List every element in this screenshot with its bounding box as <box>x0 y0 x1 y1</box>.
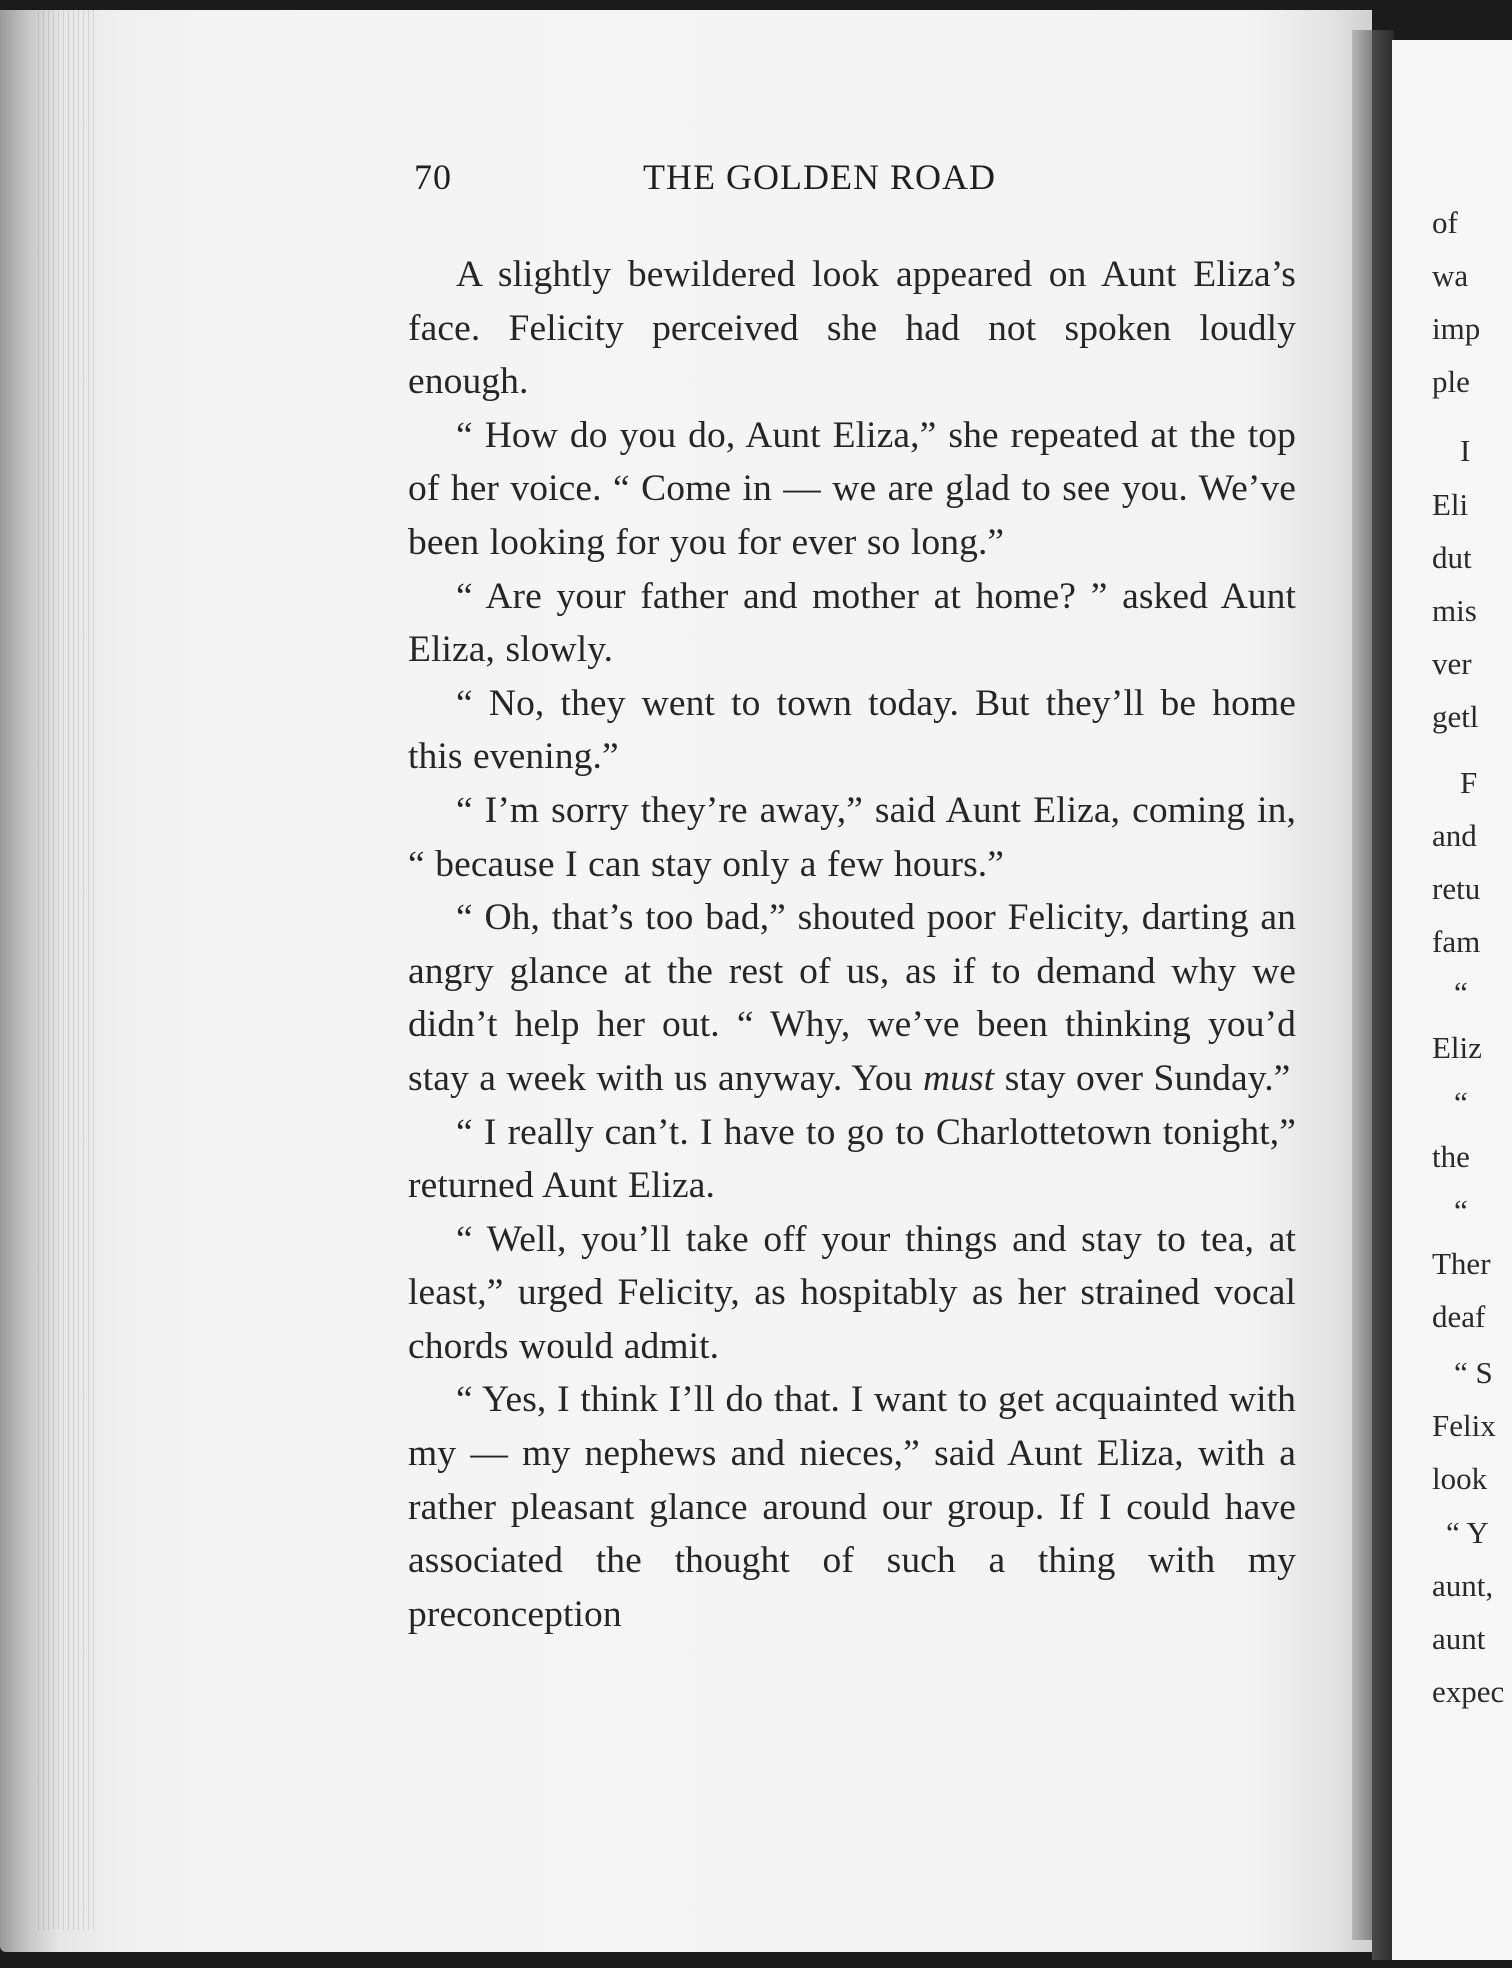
facing-line: imp <box>1432 311 1481 346</box>
facing-line: Ther <box>1432 1246 1491 1281</box>
running-head: THE GOLDEN ROAD <box>643 157 996 197</box>
paragraph-text: “ Oh, that’s too bad,” shouted poor Felicity, darting an angry glance at the rest of us, as if to demand why we didn’t help her out. “ Why, we’ve been thinking you’d stay a week with us anyway. You <box>408 897 1296 1099</box>
facing-page-text <box>1432 205 1512 1765</box>
paragraph-text: stay over Sunday.” <box>994 1057 1291 1099</box>
facing-line: F <box>1460 765 1478 800</box>
facing-line: deaf <box>1432 1299 1486 1334</box>
facing-line: aunt, <box>1432 1568 1494 1603</box>
book-gutter <box>1372 30 1394 1960</box>
facing-line: aunt <box>1432 1621 1486 1656</box>
paragraph <box>408 891 1296 1105</box>
page-content <box>408 156 1296 1641</box>
facing-line: and <box>1432 818 1477 853</box>
facing-line: “ <box>1454 975 1468 1010</box>
paragraph: “ I really can’t. I have to go to Charlottetown tonight,” returned Aunt Eliza. <box>408 1111 1296 1207</box>
paragraph: “ No, they went to town today. But they’ll be home this evening.” <box>408 682 1296 778</box>
facing-line: I <box>1460 433 1471 468</box>
facing-line: Eli <box>1432 487 1469 522</box>
page-header <box>408 156 1296 206</box>
facing-line: look <box>1432 1461 1488 1496</box>
facing-line: mis <box>1432 593 1477 628</box>
facing-line: ple <box>1432 364 1470 399</box>
facing-line: retu <box>1432 871 1481 906</box>
page-number: 70 <box>414 157 452 197</box>
facing-line: wa <box>1432 258 1469 293</box>
paragraph: “ Yes, I think I’ll do that. I want to get acquainted with my — my nephews and nieces,” said Aunt Eliza, with a rather pleasant glance around our group. If I could have associated the thought of such a thing with my preconception <box>408 1379 1296 1635</box>
facing-line: the <box>1432 1139 1470 1174</box>
facing-line: ver <box>1432 646 1472 681</box>
facing-line: expec <box>1432 1674 1505 1709</box>
facing-line: of <box>1432 205 1458 240</box>
paragraph: “ How do you do, Aunt Eliza,” she repeated at the top of her voice. “ Come in — we are glad to see you. We’ve been looking for you for ever so long.” <box>408 414 1296 563</box>
paragraph: “ I’m sorry they’re away,” said Aunt Eliza, coming in, “ because I can stay only a few hours.” <box>408 789 1296 885</box>
facing-line: “ <box>1454 1193 1468 1228</box>
paragraph: A slightly bewildered look appeared on Aunt Eliza’s face. Felicity perceived she had not spoken loudly enough. <box>408 254 1296 403</box>
page-edges <box>38 10 98 1930</box>
facing-line: dut <box>1432 540 1472 575</box>
facing-line: “ Y <box>1446 1515 1489 1550</box>
facing-line: “ <box>1454 1085 1468 1120</box>
facing-line: Felix <box>1432 1408 1496 1443</box>
emphasis: must <box>923 1057 995 1099</box>
paragraph: “ Well, you’ll take off your things and stay to tea, at least,” urged Felicity, as hospitably as her strained vocal chords would admit. <box>408 1218 1296 1367</box>
facing-line: fam <box>1432 924 1481 959</box>
facing-line: “ S <box>1454 1355 1493 1390</box>
paragraph: “ Are your father and mother at home? ” asked Aunt Eliza, slowly. <box>408 575 1296 671</box>
facing-line: Eliz <box>1432 1030 1482 1065</box>
facing-line: getl <box>1432 699 1479 734</box>
